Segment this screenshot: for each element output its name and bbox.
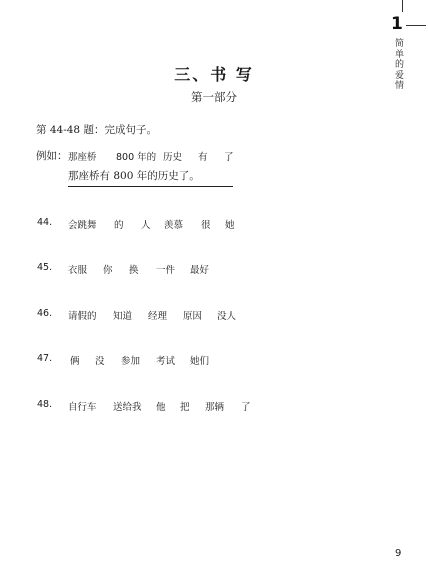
example-label: 例如：	[36, 150, 68, 162]
question-word: 没人	[217, 311, 237, 322]
question-word: 衣服	[68, 265, 88, 276]
part-title: 第一部分	[191, 90, 237, 104]
question-word: 她们	[190, 356, 210, 367]
question-word: 她	[225, 220, 235, 231]
instruction: 第 44-48 题：完成句子。	[36, 124, 157, 136]
chapter-title: 简单的爱情	[394, 39, 404, 91]
question-word: 送给我	[113, 402, 142, 413]
question-word: 的	[114, 220, 124, 231]
question-word: 羡慕	[164, 220, 184, 231]
question-word: 请假的	[68, 311, 97, 322]
question-word: 考试	[156, 356, 176, 367]
question-word: 俩	[70, 356, 80, 367]
example-answer: 那座桥有 800 年的历史了。	[68, 168, 233, 187]
question-word: 很	[201, 220, 211, 231]
side-tab-rule-horizontal	[406, 25, 426, 26]
question-word: 一件	[156, 265, 176, 276]
question-word: 自行车	[68, 402, 97, 413]
page-number: 9	[395, 548, 402, 559]
question-word: 了	[241, 402, 251, 413]
example-word: 800 年的	[116, 152, 157, 163]
question-word: 经理	[148, 311, 168, 322]
example-word: 有	[198, 152, 208, 163]
question-word: 他	[156, 402, 166, 413]
question-word: 原因	[183, 311, 203, 322]
chapter-number: 1	[391, 14, 403, 34]
question-number: 45.	[37, 262, 53, 273]
question-number: 48.	[37, 399, 53, 410]
question-word: 最好	[190, 265, 210, 276]
question-word: 你	[103, 265, 113, 276]
question-word: 会跳舞	[68, 220, 97, 231]
question-number: 46.	[37, 308, 53, 319]
question-word: 参加	[121, 356, 141, 367]
example-word: 历史	[163, 152, 183, 163]
question-number: 47.	[37, 353, 53, 364]
question-word: 那辆	[205, 402, 225, 413]
question-number: 44.	[37, 217, 53, 228]
example-word: 那座桥	[68, 152, 97, 163]
section-title: 三、书 写	[174, 65, 254, 84]
question-word: 没	[95, 356, 105, 367]
question-word: 人	[141, 220, 151, 231]
example-word: 了	[224, 152, 234, 163]
question-word: 把	[180, 402, 190, 413]
question-word: 知道	[113, 311, 133, 322]
question-word: 换	[129, 265, 139, 276]
side-tab-rule	[402, 0, 403, 12]
